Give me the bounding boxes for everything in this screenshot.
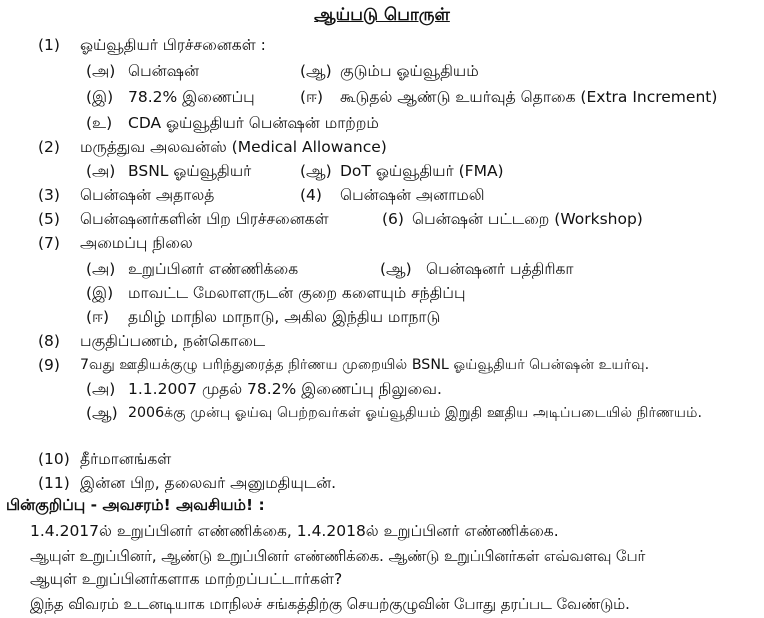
sub-item-text: குடும்ப ஓய்வூதியம் <box>340 62 479 80</box>
sub-item-text: 2006க்கு முன்பு ஓய்வு பெற்றவர்கள் ஓய்வூதியம் இறுதி ஊதிய அடிப்படையில் நிர்ணயம். <box>128 405 703 421</box>
item-text: பென்ஷன் பட்டறை (Workshop) <box>412 210 643 228</box>
item-text: ஓய்வூதியர் பிரச்சனைகள் : <box>80 36 266 54</box>
sub-item-text: BSNL ஓய்வூதியர் <box>128 162 252 180</box>
note-line: ஆயுள் உறுப்பினர்களாக மாற்றப்பட்டார்கள்? <box>30 570 343 588</box>
sub-item-text: உறுப்பினர் எண்ணிக்கை <box>128 260 299 278</box>
sub-item-label: (ஆ) <box>300 162 332 180</box>
sub-item-text: மாவட்ட மேலாளருடன் குறை களையும் சந்திப்பு <box>128 284 466 302</box>
item-number: (8) <box>38 332 60 350</box>
sub-item-text: CDA ஓய்வூதியர் பென்ஷன் மாற்றம் <box>128 114 379 132</box>
sub-item-label: (ஈ) <box>86 308 110 326</box>
item-number: (6) <box>382 210 404 228</box>
note-line: ஆயுள் உறுப்பினர், ஆண்டு உறுப்பினர் எண்ணிக்கை. ஆண்டு உறுப்பினர்கள் எவ்வளவு பேர் <box>30 548 646 565</box>
item-text: மருத்துவ அலவன்ஸ் (Medical Allowance) <box>80 138 387 156</box>
item-text: தீர்மானங்கள் <box>80 450 172 468</box>
sub-item-label: (ஆ) <box>300 62 332 80</box>
note-line: 1.4.2017ல் உறுப்பினர் எண்ணிக்கை, 1.4.2018ல் உறுப்பினர் எண்ணிக்கை. <box>30 522 559 540</box>
item-number: (11) <box>38 474 70 492</box>
sub-item-label: (இ) <box>86 284 114 302</box>
item-number: (2) <box>38 138 60 156</box>
item-number: (10) <box>38 450 70 468</box>
item-number: (3) <box>38 186 60 204</box>
note-heading: பின்குறிப்பு - அவசரம்! அவசியம்! : <box>6 496 265 514</box>
sub-item-text: கூடுதல் ஆண்டு உயர்வுத் தொகை (Extra Increment) <box>340 88 718 106</box>
item-text: பென்ஷனர்களின் பிற பிரச்சனைகள் <box>80 210 329 228</box>
sub-item-label: (அ) <box>86 380 116 398</box>
item-number: (5) <box>38 210 60 228</box>
item-text: பகுதிப்பணம், நன்கொடை <box>80 332 266 350</box>
sub-item-label: (ஆ) <box>380 260 412 278</box>
sub-item-label: (அ) <box>86 260 116 278</box>
item-number: (1) <box>38 36 60 54</box>
item-number: (7) <box>38 234 60 252</box>
note-line: இந்த விவரம் உடனடியாக மாநிலச் சங்கத்திற்கு செயற்குழுவின் போது தரப்பட வேண்டும். <box>30 596 630 613</box>
item-text: பென்ஷன் அனாமலி <box>340 186 485 204</box>
sub-item-text: 1.1.2007 முதல் 78.2% இணைப்பு நிலுவை. <box>128 380 442 398</box>
sub-item-label: (அ) <box>86 162 116 180</box>
item-text: பென்ஷன் அதாலத் <box>80 186 215 204</box>
sub-item-text: பென்ஷன் <box>128 62 200 80</box>
item-text: 7வது ஊதியக்குழு பரிந்துரைத்த நிர்ணய முறையில் BSNL ஓய்வூதியர் பென்ஷன் உயர்வு. <box>80 357 650 373</box>
item-number: (4) <box>300 186 322 204</box>
item-text: இன்ன பிற, தலைவர் அனுமதியுடன். <box>80 474 337 492</box>
sub-item-label: (ஆ) <box>86 404 118 422</box>
item-text: அமைப்பு நிலை <box>80 234 193 252</box>
sub-item-text: 78.2% இணைப்பு <box>128 88 255 106</box>
sub-item-label: (அ) <box>86 62 116 80</box>
item-number: (9) <box>38 356 60 374</box>
sub-item-label: (உ) <box>86 114 113 132</box>
sub-item-label: (ஈ) <box>300 88 324 106</box>
sub-item-text: DoT ஓய்வூதியர் (FMA) <box>340 162 504 180</box>
sub-item-label: (இ) <box>86 88 114 106</box>
sub-item-text: பென்ஷனர் பத்திரிகா <box>426 260 574 278</box>
sub-item-text: தமிழ் மாநில மாநாடு, அகில இந்திய மாநாடு <box>128 308 441 326</box>
page-title: ஆய்படு பொருள் <box>314 5 450 25</box>
